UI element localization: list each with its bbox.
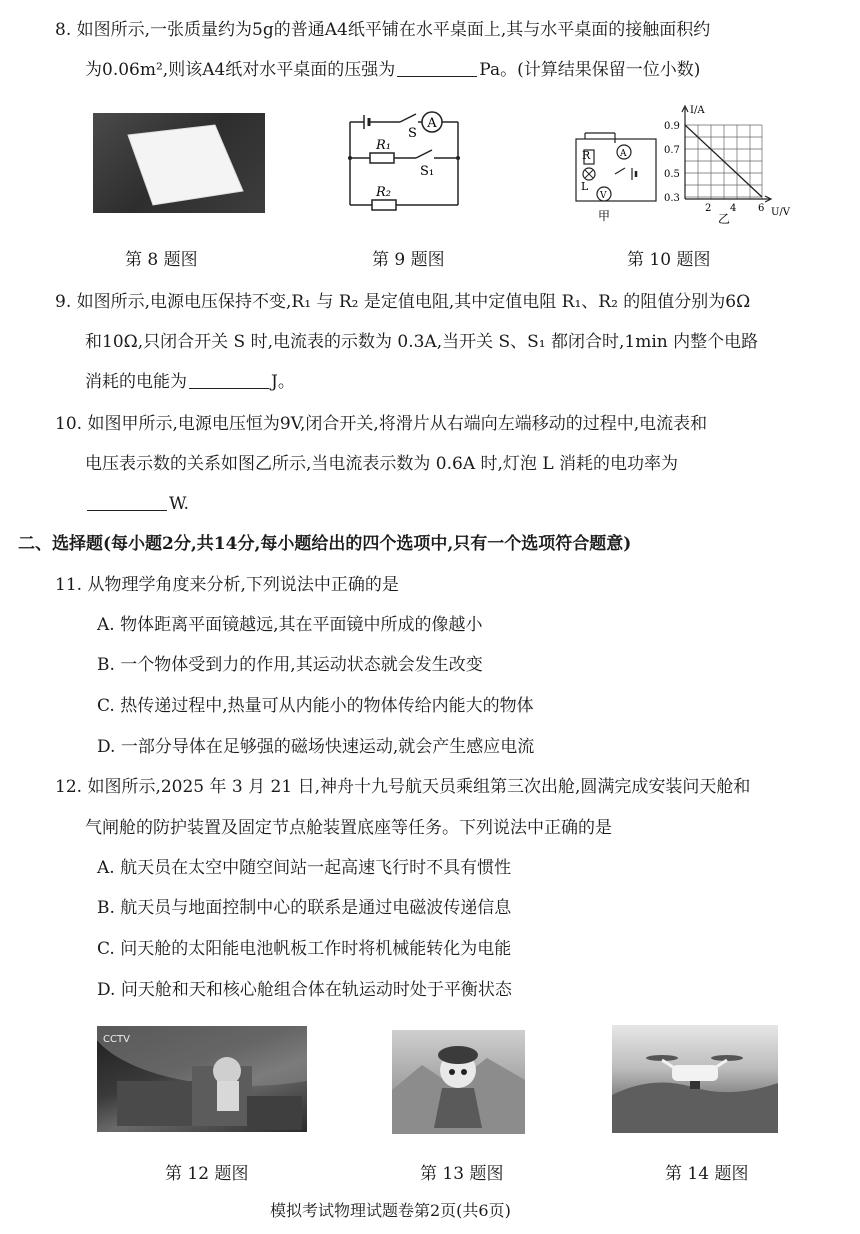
q12-stem-line1: 12. 如图所示,2025 年 3 月 21 日,神舟十九号航天员乘组第三次出舱,圆满完成安装问天舱和 [55, 777, 751, 797]
fig10-sub-left: 甲 [598, 209, 611, 223]
q12-option-b: B. 航天员与地面控制中心的联系是通过电磁波传递信息 [97, 898, 512, 918]
fig12-caption: 第 12 题图 [165, 1164, 249, 1184]
fig13-photo [392, 1030, 525, 1134]
fig10-sub-right: 乙 [718, 212, 731, 226]
fig10-x-axis-label: U/V [771, 207, 791, 218]
a4-paper-image [93, 113, 265, 213]
switch-s1-label: S₁ [420, 164, 435, 179]
fig9-caption: 第 9 题图 [372, 250, 445, 270]
y-tick-0-5: 0.5 [664, 169, 680, 180]
cctv-logo: CCTV [103, 1034, 130, 1045]
q9-line1: 9. 如图所示,电源电压保持不变,R₁ 与 R₂ 是定值电阻,其中定值电阻 R₁、R₂ 的阻值分别为6Ω [55, 292, 751, 312]
q10-answer-blank [87, 494, 167, 511]
q8-answer-blank [397, 60, 477, 77]
section-2-heading: 二、选择题(每小题2分,共14分,每小题给出的四个选项中,只有一个选项符合题意) [18, 534, 632, 554]
q10-line2: 电压表示数的关系如图乙所示,当电流表示数为 0.6A 时,灯泡 L 消耗的电功率为 [85, 454, 679, 474]
q9-line2: 和10Ω,只闭合开关 S 时,电流表的示数为 0.3A,当开关 S、S₁ 都闭合时,1min 内整个电路 [85, 332, 759, 352]
fig10-r-label: R [582, 149, 591, 162]
fig13-caption: 第 13 题图 [420, 1164, 504, 1184]
q11-option-a: A. 物体距离平面镜越远,其在平面镜中所成的像越小 [97, 615, 483, 635]
q11-option-c: C. 热传递过程中,热量可从内能小的物体传给内能大的物体 [97, 696, 534, 716]
switch-s-label: S [408, 126, 417, 141]
fig10-figure [570, 103, 800, 228]
x-tick-4: 4 [730, 203, 737, 214]
q9-line3-post: J。 [271, 372, 295, 392]
ammeter-label: A [427, 116, 437, 131]
drone-image [612, 1025, 778, 1133]
fig10-l-label: L [581, 180, 589, 193]
q12-stem-line2: 气闸舱的防护装置及固定节点舱装置底座等任务。下列说法中正确的是 [85, 818, 612, 838]
q8-line2-post: Pa。(计算结果保留一位小数) [479, 60, 701, 80]
q9-line3 [85, 370, 295, 394]
q12-option-a: A. 航天员在太空中随空间站一起高速飞行时不具有惯性 [97, 858, 512, 878]
y-tick-0-7: 0.7 [664, 145, 680, 156]
y-tick-0-3: 0.3 [664, 193, 680, 204]
q10-line3 [85, 492, 189, 516]
q9-line3-pre: 消耗的电能为 [85, 372, 187, 392]
fig9-circuit [338, 110, 470, 212]
fig10-caption: 第 10 题图 [627, 250, 711, 270]
fig10-ammeter-label: A [620, 149, 627, 159]
q8-line1: 8. 如图所示,一张质量约为5g的普通A4纸平铺在水平桌面上,其与水平桌面的接触面积约 [55, 20, 711, 40]
q12-option-c: C. 问天舱的太阳能电池帆板工作时将机械能转化为电能 [97, 939, 512, 959]
resistor-r2-icon [372, 200, 396, 210]
fig8-photo [93, 113, 265, 213]
r2-label: R₂ [376, 185, 391, 200]
q8-line2 [85, 58, 700, 82]
resistor-r1-icon [370, 153, 394, 163]
fig10-voltmeter-label: V [600, 191, 607, 201]
x-tick-6: 6 [758, 203, 765, 214]
x-tick-2: 2 [705, 203, 712, 214]
y-tick-0-9: 0.9 [664, 121, 680, 132]
cartoon-character-image [392, 1030, 525, 1134]
r1-label: R₁ [376, 138, 391, 153]
q11-option-d: D. 一部分导体在足够强的磁场快速运动,就会产生感应电流 [97, 737, 535, 757]
q10-line1: 10. 如图甲所示,电源电压恒为9V,闭合开关,将滑片从右端向左端移动的过程中,电流表和 [55, 414, 708, 434]
q11-stem: 11. 从物理学角度来分析,下列说法中正确的是 [55, 575, 399, 595]
q12-option-d: D. 问天舱和天和核心舱组合体在轨运动时处于平衡状态 [97, 980, 512, 1000]
fig12-photo [97, 1026, 307, 1132]
fig14-photo [612, 1025, 778, 1133]
q8-line2-pre: 为0.06m²,则该A4纸对水平桌面的压强为 [85, 60, 396, 80]
q10-line3-post: W. [169, 494, 189, 514]
fig8-caption: 第 8 题图 [125, 250, 198, 270]
q11-option-b: B. 一个物体受到力的作用,其运动状态就会发生改变 [97, 655, 483, 675]
fig14-caption: 第 14 题图 [665, 1164, 749, 1184]
fig10-y-axis-label: I/A [690, 105, 705, 116]
spacewalk-image [97, 1026, 307, 1132]
page-footer: 模拟考试物理试题卷第2页(共6页) [270, 1201, 511, 1220]
q9-answer-blank [189, 372, 269, 389]
